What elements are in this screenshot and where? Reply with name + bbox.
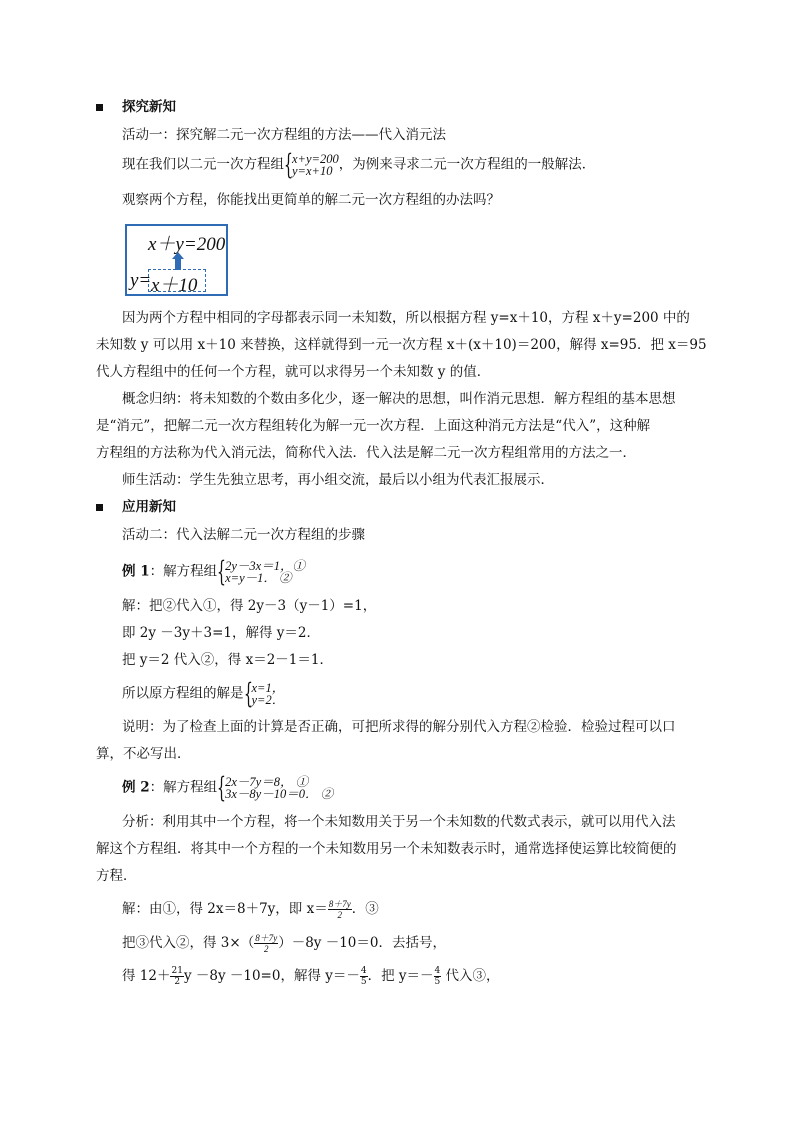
intro-text: 现在我们以二元一次方程组 [122,156,284,173]
fraction-numerator: 8＋7y [255,933,278,943]
step3-text-c: ．把 y＝－ [367,968,434,984]
step1-text-b: ．③ [351,901,379,917]
step3-text-b: y －8y －10=0，解得 y＝－ [183,968,360,984]
example1-note-1: 说明：为了检查上面的计算是否正确，可把所求得的解分别代入方程②检验．检验过程可以口 [122,719,676,735]
concept-line-1 [122,390,676,408]
example2-analysis-2: 解这个方程组．将其中一个方程的一个未知数用另一个未知数表示时，通常选择使运算比较简便的 [96,841,677,857]
system-eq1: x+y=200 [292,152,339,166]
fraction-numerator: 21 [171,966,183,976]
step3-text-a: 得 12＋ [122,968,171,984]
diagram-eq-top: x＋y=200 [148,234,226,255]
teacher-activity [122,471,554,489]
example1-eq1: 2y－3x＝1，① [225,559,305,573]
section-bullet [96,504,103,511]
example2-analysis-1: 分析：利用其中一个方程，将一个未知数用关于另一个未知数的代数式表示，就可以用代入法 [122,814,676,830]
example1-eq2: x=y－1． ② [225,571,292,585]
substitution-diagram [125,224,228,296]
fraction-denominator: 5 [434,977,441,987]
concept-line-3: 方程组的方法称为代入消元法，简称代入法．代入法是解二元一次方程组常用的方法之一． [96,445,636,461]
explanation-line-3: 代人方程组中的任何一个方程，就可以求得另一个未知数 y 的值． [96,364,491,380]
example2-step-3 [122,966,500,987]
example1-note-2: 算，不必写出． [96,746,191,762]
example2-analysis-3: 方程． [96,868,137,884]
fraction-numerator: 8＋7y [328,899,351,909]
section-title-explore: 探究新知 [122,99,176,115]
explanation-line-2: 未知数 y 可以用 x＋10 来替换，这样就得到一元一次方程 x＋(x＋10)＝200，解得 x=95．把 x＝95 [96,337,707,353]
example2-step-1 [122,899,379,920]
system-eq2: y=x+10 [292,164,333,178]
concept-label: 概念归纳 [122,391,176,407]
fraction-denominator: 5 [360,977,367,987]
section-bullet [96,104,103,111]
fraction [170,966,183,987]
equation-system [284,148,339,181]
brace-icon: { [217,771,227,804]
activity1-question: 观察两个方程，你能找出更简单的解二元一次方程组的办法吗？ [122,192,500,208]
example2-prompt [122,771,334,804]
teacher-activity-text: ：学生先独立思考，再小组交流，最后以小组为代表汇报展示． [176,472,554,488]
activity1-title: 活动一：探究解二元一次方程组的方法——代入消元法 [122,127,446,143]
section-title-apply: 应用新知 [122,499,176,515]
example2-eq2: 3x－8y－10＝0． ② [225,787,334,801]
brace-icon: { [217,555,227,588]
example1-step-2: 即 2y －3y＋3=1，解得 y＝2． [122,625,321,641]
activity1-intro [122,148,596,181]
example1-prompt [122,555,305,588]
fraction-numerator: 4 [434,966,441,976]
step2-text-b: ）－8y －10＝0．去括号， [278,935,446,951]
example1-answer [122,677,285,710]
teacher-activity-label: 师生活动 [122,472,176,488]
brace-icon: { [243,677,253,710]
answer-prefix: 所以原方程组的解是 [122,685,244,702]
fraction-denominator: 2 [174,977,181,987]
step1-text-a: 解：由①，得 2x＝8＋7y，即 x＝ [122,901,328,917]
step3-text-d: 代入③， [441,968,500,984]
step2-text-a: 把③代入②，得 3×（ [122,935,255,951]
brace-icon: { [284,148,293,181]
example2-eq1: 2x－7y＝8， ① [225,775,309,789]
answer-x: x=1， [251,681,285,695]
example1-prompt-text: ：解方程组 [149,563,218,580]
fraction-denominator: 2 [263,944,269,954]
example2-step-2 [122,933,446,954]
fraction [360,966,368,987]
example2-system [217,771,334,804]
example1-system [217,555,305,588]
intro-text-after: ，为例来寻求二元一次方程组的一般解法． [338,156,596,173]
example1-step-1: 解：把②代入①，得 2y－3（y－1）=1， [122,598,377,614]
concept-text: ：将未知数的个数由多化少，逐一解决的思想，叫作消元思想．解方程组的基本思想 [176,391,676,407]
answer-y: y=2． [251,693,285,707]
example2-prompt-text: ：解方程组 [149,779,218,796]
example1-label: 例 1 [122,563,150,580]
concept-line-2: 是“消元”，把解二元一次方程组转化为解一元一次方程．上面这种消元方法是“代入”，这种解 [96,418,651,434]
activity2-title: 活动二：代入法解二元一次方程组的步骤 [122,527,365,543]
up-arrow-icon [172,252,184,259]
answer-system [243,677,285,710]
fraction [254,933,278,954]
example1-step-3: 把 y＝2 代入②，得 x＝2－1＝1． [122,652,333,668]
fraction-denominator: 2 [337,910,342,920]
diagram-eq-bottom-left: y= [130,270,152,291]
diagram-eq-bottom-boxed: x＋10 [151,275,198,296]
example2-label: 例 2 [122,779,150,796]
fraction-numerator: 4 [360,966,367,976]
explanation-line-1: 因为两个方程中相同的字母都表示同一未知数，所以根据方程 y=x＋10，方程 x＋y=200 中的 [122,310,690,326]
fraction [328,899,352,920]
